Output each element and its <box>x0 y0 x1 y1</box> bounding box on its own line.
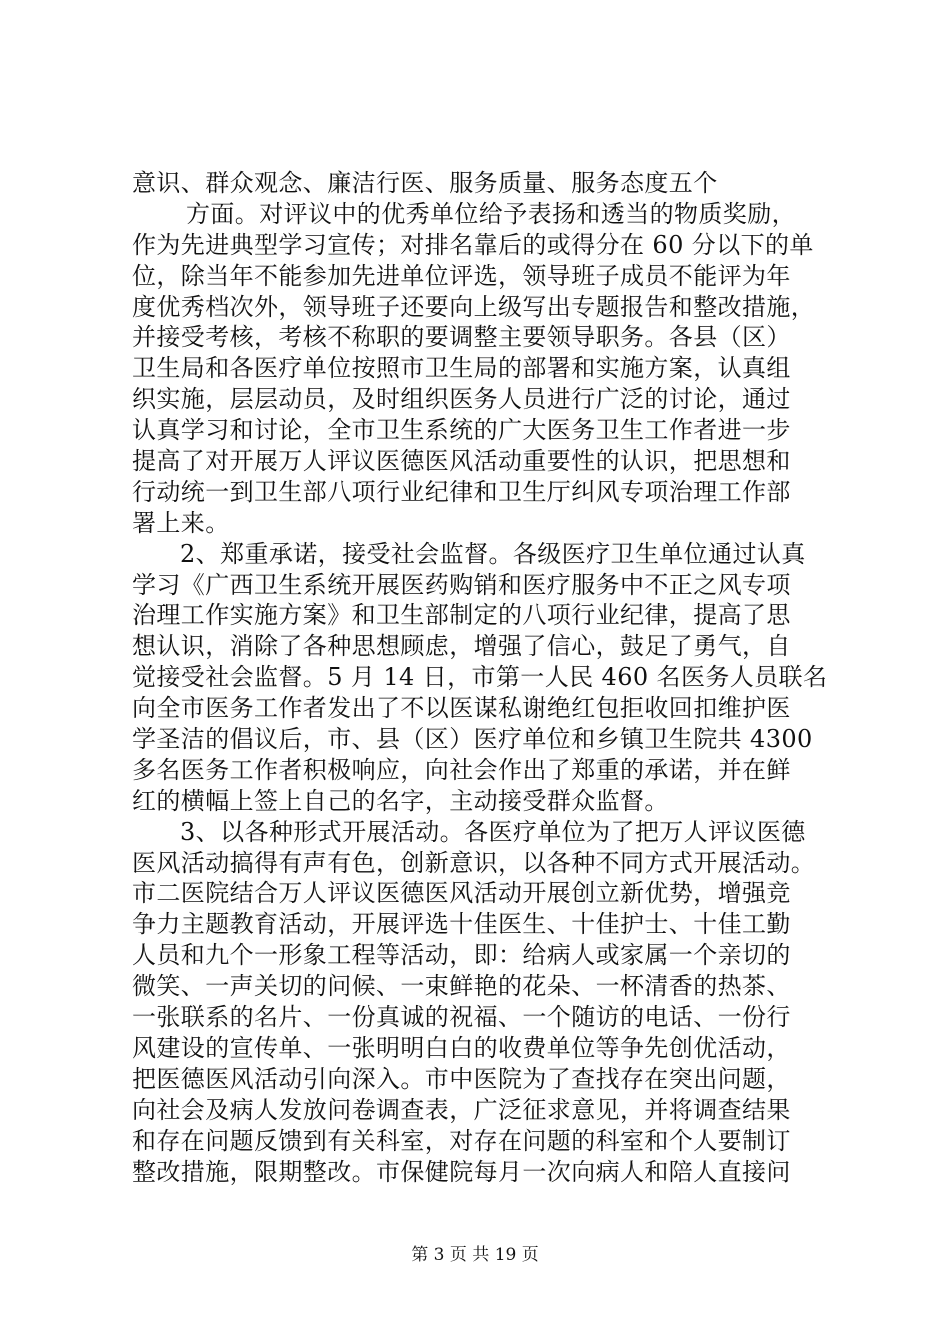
text-line: 微笑、一声关切的问候、一束鲜艳的花朵、一杯清香的热茶、 <box>132 972 791 1001</box>
text-line: 风建设的宣传单、一张明明白白的收费单位等争先创优活动， <box>132 1033 791 1062</box>
text-line: 人员和九个一形象工程等活动，即：给病人或家属一个亲切的 <box>132 941 791 970</box>
text-line: 卫生局和各医疗单位按照市卫生局的部署和实施方案，认真组 <box>132 354 791 383</box>
text-line: 学圣洁的倡议后，市、县（区）医疗单位和乡镇卫生院共 4300 <box>132 725 813 754</box>
text-line: 市二医院结合万人评议医德医风活动开展创立新优势，增强竞 <box>132 879 791 908</box>
text-line: 整改措施，限期整改。市保健院每月一次向病人和陪人直接问 <box>132 1157 791 1186</box>
text-line: 觉接受社会监督。5 月 14 日，市第一人民 460 名医务人员联名 <box>132 663 828 692</box>
text-line: 医风活动搞得有声有色，创新意识，以各种不同方式开展活动。 <box>132 848 816 877</box>
text-line: 2、郑重承诺，接受社会监督。各级医疗卫生单位通过认真 <box>180 539 806 568</box>
text-line: 织实施，层层动员，及时组织医务人员进行广泛的讨论，通过 <box>132 385 791 414</box>
body-text <box>132 168 842 1187</box>
text-line: 把医德医风活动引向深入。市中医院为了查找存在突出问题， <box>132 1064 791 1093</box>
text-line: 提高了对开展万人评议医德医风活动重要性的认识，把思想和 <box>132 447 791 476</box>
text-line: 向社会及病人发放问卷调查表，广泛征求意见，并将调查结果 <box>132 1095 791 1124</box>
text-line: 想认识，消除了各种思想顾虑，增强了信心，鼓足了勇气，自 <box>132 632 791 661</box>
text-line: 多名医务工作者积极响应，向社会作出了郑重的承诺，并在鲜 <box>132 755 791 784</box>
text-line: 治理工作实施方案》和卫生部制定的八项行业纪律，提高了思 <box>132 601 791 630</box>
text-line: 并接受考核，考核不称职的要调整主要领导职务。各县（区） <box>132 323 791 352</box>
text-line: 作为先进典型学习宣传；对排名靠后的或得分在 60 分以下的单 <box>132 230 814 259</box>
text-line: 意识、群众观念、廉洁行医、服务质量、服务态度五个 <box>132 169 718 197</box>
text-line: 方面。对评议中的优秀单位给予表扬和透当的物质奖励， <box>186 199 796 228</box>
text-line: 红的横幅上签上自己的名字，主动接受群众监督。 <box>132 786 669 815</box>
text-line: 和存在问题反馈到有关科室，对存在问题的科室和个人要制订 <box>132 1126 791 1155</box>
text-line: 一张联系的名片、一份真诚的祝福、一个随访的电话、一份行 <box>132 1003 791 1032</box>
text-line: 学习《广西卫生系统开展医药购销和医疗服务中不正之风专项 <box>132 570 791 599</box>
text-line: 度优秀档次外，领导班子还要向上级写出专题报告和整改措施， <box>132 292 816 321</box>
text-line: 认真学习和讨论，全市卫生系统的广大医务卫生工作者进一步 <box>132 416 791 445</box>
page-number-footer: 第 3 页 共 19 页 <box>411 1245 539 1265</box>
text-line: 位，除当年不能参加先进单位评选，领导班子成员不能评为年 <box>132 261 791 290</box>
text-line: 向全市医务工作者发出了不以医谋私谢绝红包拒收回扣维护医 <box>132 694 791 723</box>
text-line: 争力主题教育活动，开展评选十佳医生、十佳护士、十佳工勤 <box>132 910 791 939</box>
text-line: 行动统一到卫生部八项行业纪律和卫生厅纠风专项治理工作部 <box>132 477 791 506</box>
text-line: 3、以各种形式开展活动。各医疗单位为了把万人评议医德 <box>180 817 806 846</box>
text-line: 署上来。 <box>132 508 230 537</box>
